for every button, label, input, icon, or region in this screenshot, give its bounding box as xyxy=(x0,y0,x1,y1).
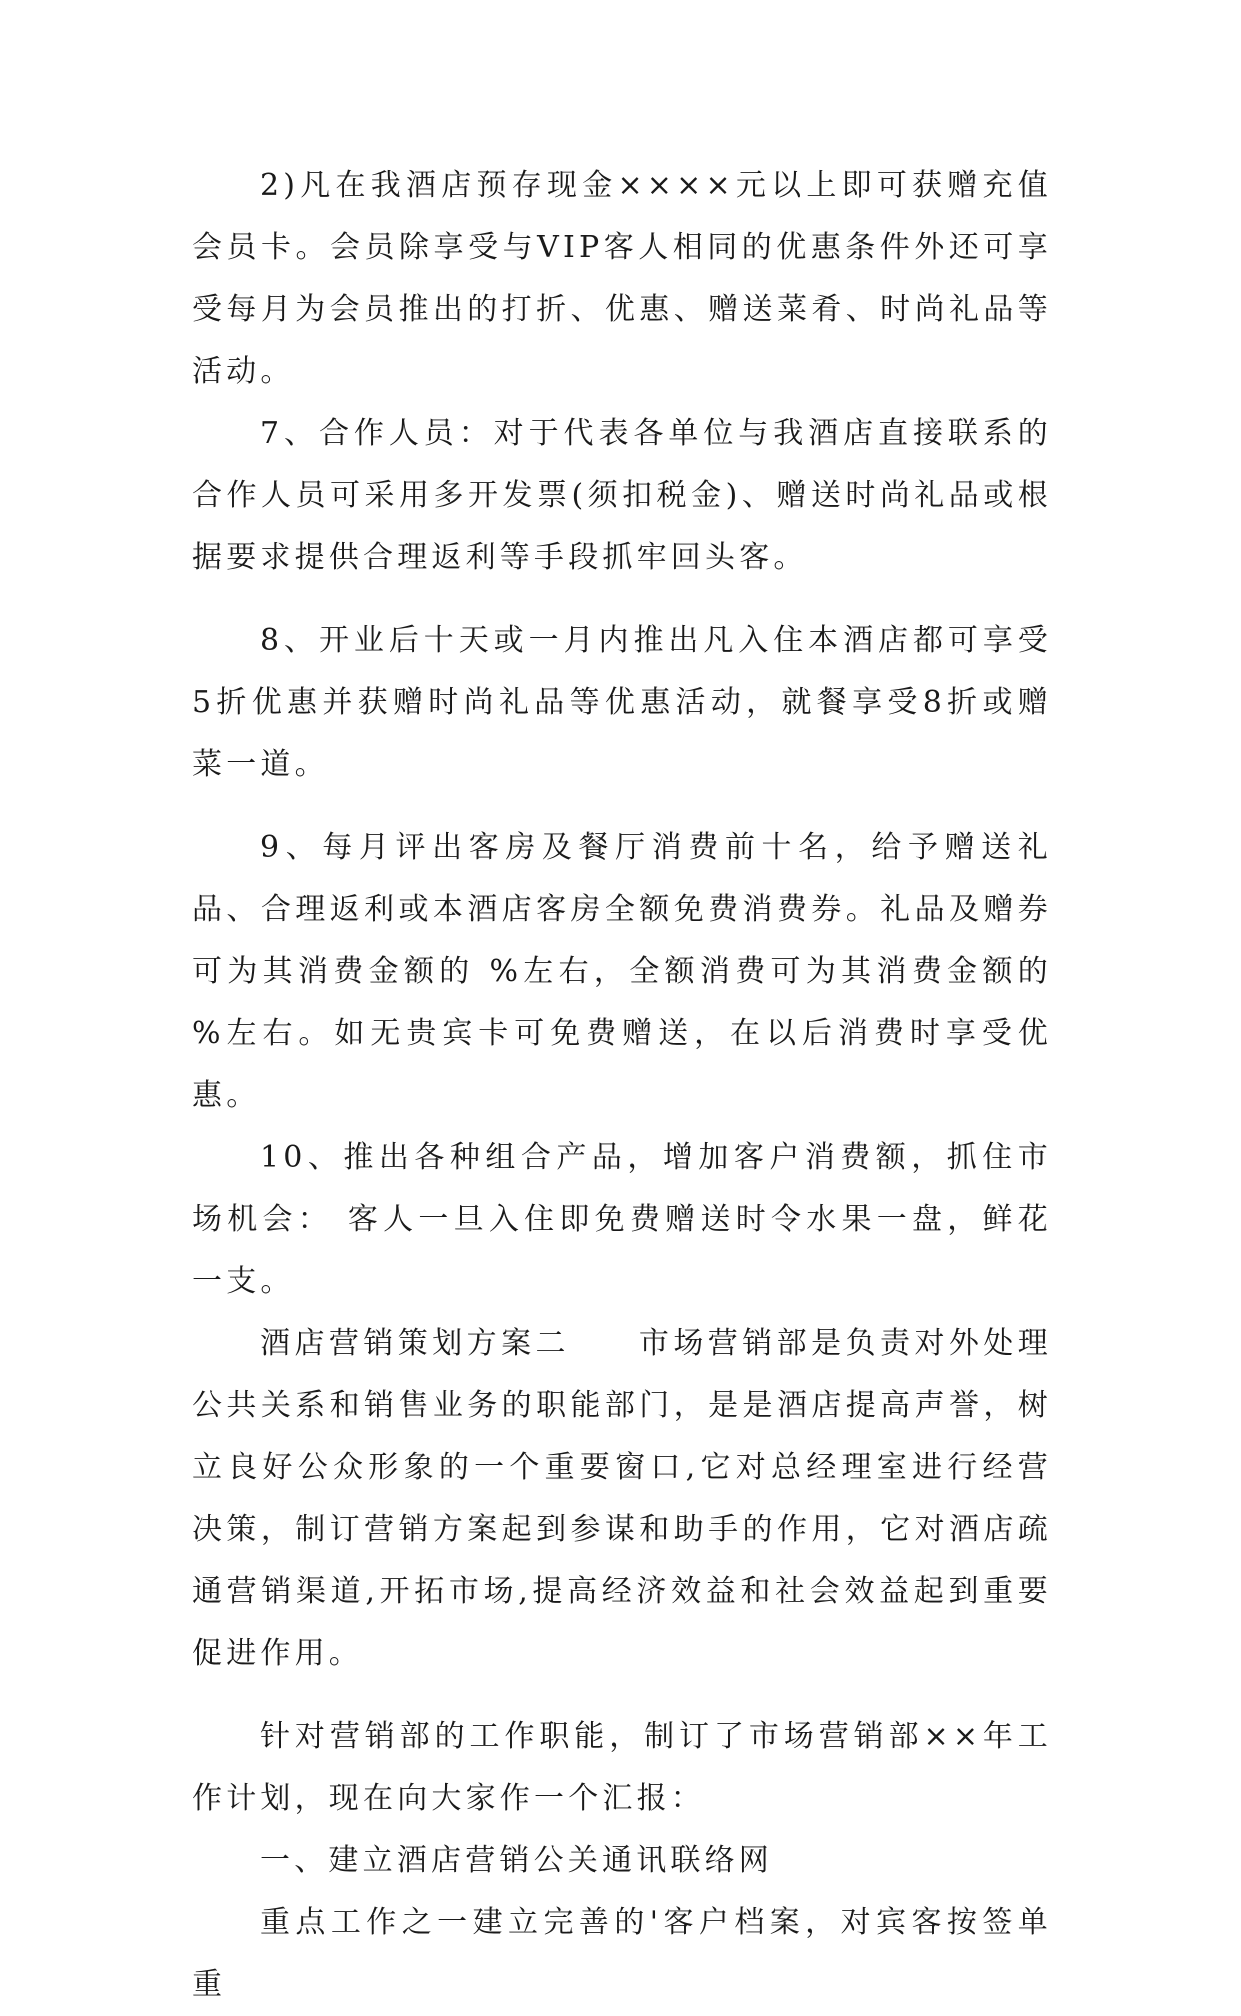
paragraph-membership-card: 2)凡在我酒店预存现金××××元以上即可获赠充值会员卡。会员除享受与VIP客人相同的优惠条件外还可享受每月为会员推出的打折、优惠、赠送菜肴、时尚礼品等活动。 xyxy=(192,168,1052,389)
paragraph-work-plan: 针对营销部的工作职能，制订了市场营销部××年工作计划，现在向大家作一个汇报： xyxy=(192,1719,1052,1816)
document-page xyxy=(192,155,1052,2016)
paragraph-customer-archive: 重点工作之一建立完善的'客户档案，对宾客按签单重 xyxy=(192,1905,1052,2002)
paragraph-plan-two: 酒店营销策划方案二 市场营销部是负责对外处理公共关系和销售业务的职能部门，是是酒店提高声誉，树立良好公众形象的一个重要窗口,它对总经理室进行经营决策，制订营销方案起到参谋和助手的作用，它对酒店疏通营销渠道,开拓市场,提高经济效益和社会效益起到重要促进作用。 xyxy=(192,1326,1052,1671)
paragraph-combo-products: 10、推出各种组合产品，增加客户消费额，抓住市场机会： 客人一旦入住即免费赠送时令水果一盘，鲜花一支。 xyxy=(192,1140,1052,1299)
paragraph-cooperators: 7、合作人员：对于代表各单位与我酒店直接联系的合作人员可采用多开发票(须扣税金)、赠送时尚礼品或根据要求提供合理返利等手段抓牢回头客。 xyxy=(192,416,1052,575)
paragraph-opening-promotion: 8、开业后十天或一月内推出凡入住本酒店都可享受5折优惠并获赠时尚礼品等优惠活动，就餐享受8折或赠菜一道。 xyxy=(192,623,1052,782)
paragraph-monthly-ranking: 9、每月评出客房及餐厅消费前十名，给予赠送礼品、合理返利或本酒店客房全额免费消费券。礼品及赠券可为其消费金额的 %左右，全额消费可为其消费金额的 %左右。如无贵宾卡可免费赠送，在以后消费时享受优惠。 xyxy=(192,830,1052,1113)
section-heading-network: 一、建立酒店营销公关通讯联络网 xyxy=(260,1843,773,1878)
